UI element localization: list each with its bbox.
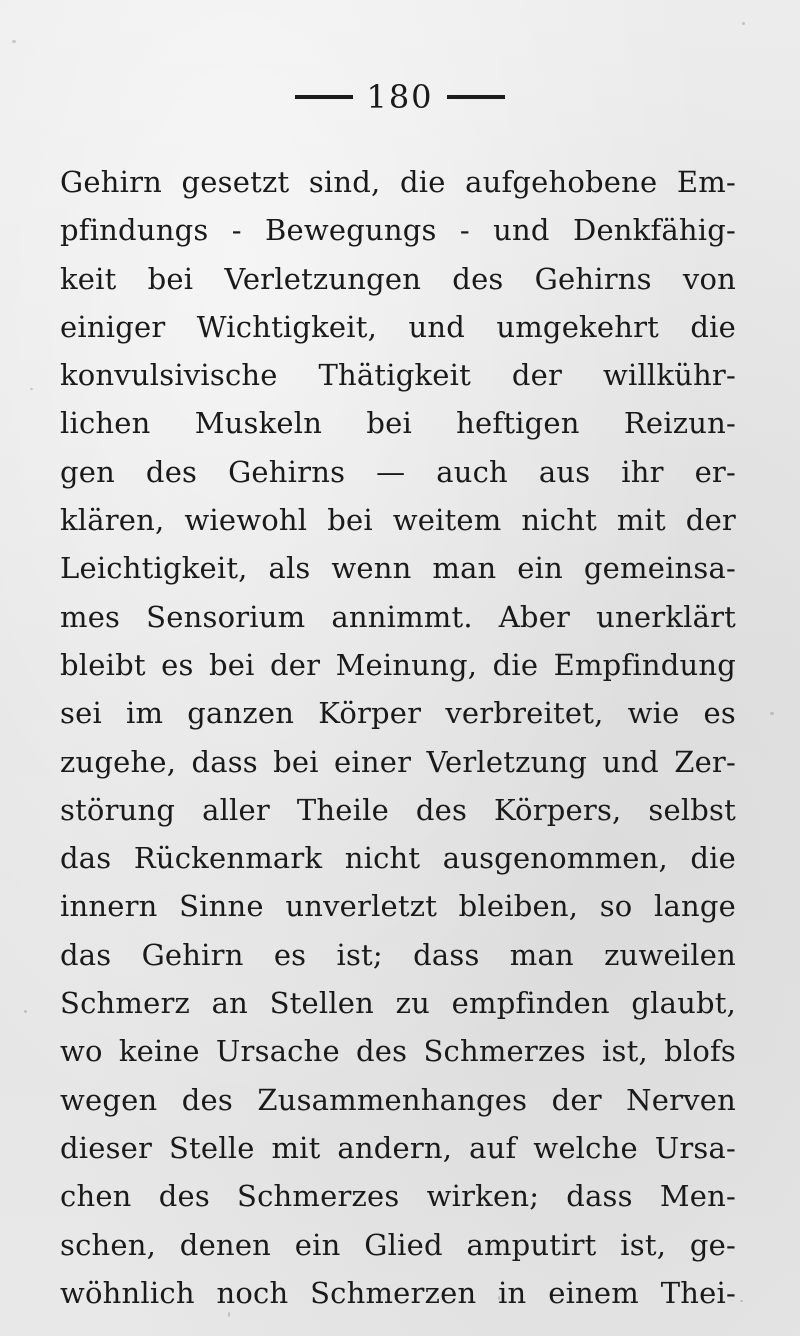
- paper-speck: [24, 1010, 27, 1013]
- text-line: klären, wiewohl bei weitem nicht mit der: [60, 503, 736, 538]
- text-line: bleibt es bei der Meinung, die Empfindung: [60, 647, 736, 682]
- paper-speck: [12, 40, 16, 43]
- page-header: [0, 78, 800, 128]
- text-line: sei im ganzen Körper verbreitet, wie es: [60, 696, 736, 731]
- text-line: lichen Muskeln bei heftigen Reizun-: [60, 406, 736, 441]
- paper-speck: [770, 712, 774, 715]
- text-line: Schmerz an Stellen zu empfinden glaubt,: [60, 986, 736, 1021]
- body-text: [60, 158, 736, 1317]
- text-line: wo keine Ursache des Schmerzes ist, blofs: [60, 1034, 736, 1069]
- paper-speck: [740, 1300, 743, 1302]
- text-line: keit bei Verletzungen des Gehirns von: [60, 261, 736, 296]
- page-number: 180: [366, 78, 434, 116]
- text-line: Leichtigkeit, als wenn man ein gemeinsa-: [60, 551, 736, 586]
- text-line: gen des Gehirns — auch aus ihr er-: [60, 454, 736, 489]
- text-line: zugehe, dass bei einer Verletzung und Zer-: [60, 744, 736, 779]
- text-line: pfindungs - Bewegungs - und Denkfähig-: [60, 213, 736, 248]
- text-line: dieser Stelle mit andern, auf welche Ursa-: [60, 1130, 736, 1165]
- header-dash-right: [447, 95, 505, 99]
- text-line: wöhnlich noch Schmerzen in einem Thei-: [60, 1275, 736, 1310]
- text-line: störung aller Theile des Körpers, selbst: [60, 792, 736, 827]
- text-line: das Rückenmark nicht ausgenommen, die: [60, 841, 736, 876]
- text-line: Gehirn gesetzt sind, die aufgehobene Em-: [60, 165, 736, 199]
- text-line: konvulsivische Thätigkeit der willkühr-: [60, 358, 736, 393]
- text-line: das Gehirn es ist; dass man zuweilen: [60, 937, 736, 972]
- text-line: chen des Schmerzes wirken; dass Men-: [60, 1179, 736, 1214]
- paper-speck: [742, 22, 745, 25]
- text-line: innern Sinne unverletzt bleiben, so lange: [60, 889, 736, 924]
- text-line: mes Sensorium annimmt. Aber unerklärt: [60, 599, 736, 634]
- text-line: schen, denen ein Glied amputirt ist, ge-: [60, 1227, 736, 1262]
- text-line: wegen des Zusammenhanges der Nerven: [60, 1082, 736, 1117]
- text-line: einiger Wichtigkeit, und umgekehrt die: [60, 309, 736, 344]
- paper-speck: [30, 388, 33, 390]
- header-dash-left: [295, 95, 353, 99]
